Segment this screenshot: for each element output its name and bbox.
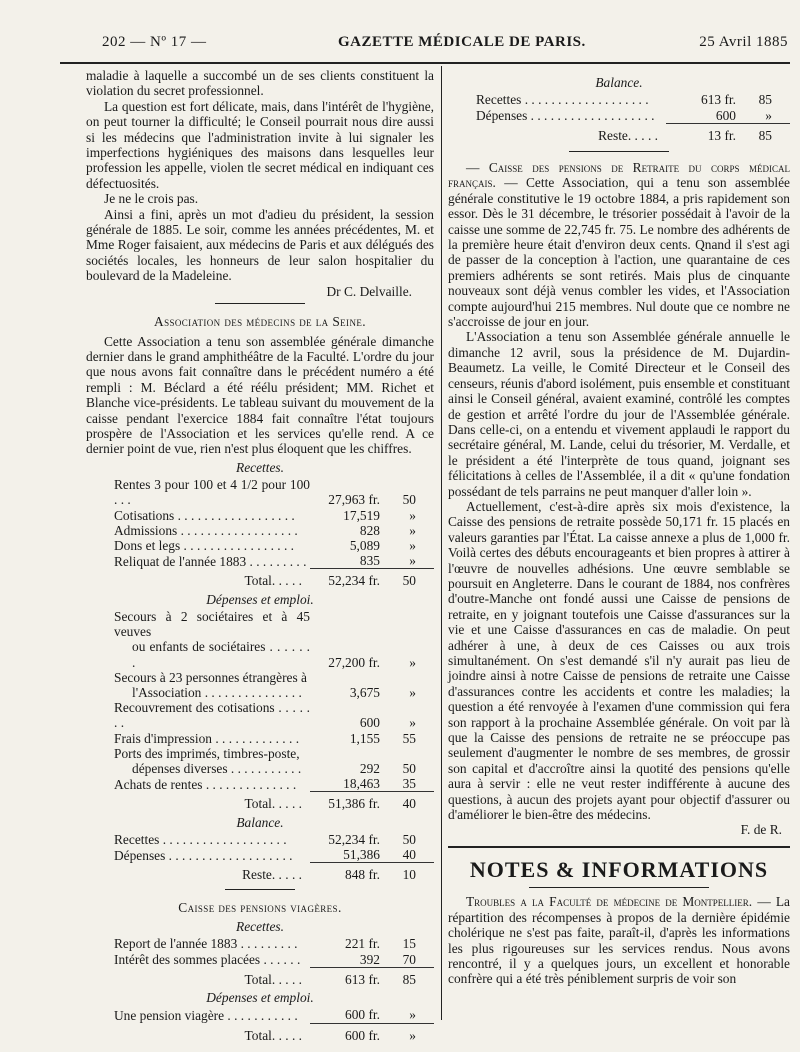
table-caption: Recettes. <box>236 919 284 935</box>
section-rule <box>448 846 790 848</box>
table-row <box>86 731 434 746</box>
amount-centimes: 35 <box>402 776 416 792</box>
amount-centimes: 85 <box>738 123 790 143</box>
table-caption: Balance. <box>236 814 284 830</box>
amount-francs: 392 <box>359 951 380 967</box>
amount-centimes: 85 <box>382 967 434 987</box>
paragraph <box>448 160 790 329</box>
table-row <box>86 700 434 730</box>
row-label: l'Association . . . . . . . . . . . . . . . <box>132 685 302 700</box>
amount-francs: 600 fr. <box>310 1023 382 1043</box>
paragraph <box>448 894 790 986</box>
table-row <box>86 1007 434 1023</box>
table-caption: Dépenses et emploi. <box>206 990 314 1006</box>
amount-francs: 51,386 fr. <box>310 792 382 812</box>
section-rule <box>529 887 709 888</box>
amount-francs: 52,234 fr. <box>328 832 380 848</box>
amount-francs <box>310 609 382 639</box>
amount-francs: 828 <box>359 522 380 538</box>
row-label: Frais d'impression . . . . . . . . . . . . . <box>114 730 300 746</box>
amount-francs: 13 fr. <box>666 123 738 143</box>
amount-centimes: 40 <box>402 847 416 863</box>
recettes-table <box>86 477 434 588</box>
row-label: Achats de rentes . . . . . . . . . . . . . . <box>114 776 297 792</box>
table-row <box>86 670 434 685</box>
balance-viageres-table <box>448 92 790 143</box>
section-rule <box>225 889 295 890</box>
amount-francs: 52,234 fr. <box>310 569 382 589</box>
total-row <box>86 569 434 589</box>
row-label: Secours à 23 personnes étrangères à <box>114 669 307 685</box>
issue-date: 25 Avril 1885 <box>699 34 788 50</box>
paragraph: Ainsi a fini, après un mot d'adieu du président, la session générale de 1885. Le soir, comme les années précédentes, M. et Mme Roger faisaient, aux médecins de Paris et aux délégués des sociétés locales, les honneurs de leur salon hospitalier du boulevard de la Madeleine. <box>86 206 434 284</box>
row-label: Reste. . . . . <box>598 127 658 143</box>
amount-centimes: 15 <box>402 936 416 952</box>
amount-centimes: » <box>765 107 772 123</box>
row-label: dépenses diverses . . . . . . . . . . . <box>132 761 302 777</box>
balance-table <box>86 832 434 883</box>
amount-centimes: » <box>409 522 416 538</box>
amount-francs: 27,200 fr. <box>328 654 380 670</box>
amount-francs: 835 <box>359 553 380 569</box>
row-label: Total. . . . . <box>244 1027 302 1043</box>
row-label: Report de l'année 1883 . . . . . . . . . <box>114 936 298 952</box>
paragraph: Cette Association a tenu son assemblée générale dimanche dernier dans le grand amphithéâtre de la Faculté. L'ordre du jour que nous avons fait connaître dans le précédent numéro a été rempli : M. Béclard a été réélu président; MM. Richet et Blanche vice-présidents. Le tableau suivant du mouvement de la caisse pendant l'exercice 1884 fait connaître l'état toujours prospère de l'Association et les services qu'elle rend. A ce dernier point de vue, rien n'est plus éloquent que les chiffres. <box>86 333 434 457</box>
amount-francs <box>310 670 382 685</box>
row-label: Recouvrement des cotisations . . . . . . . <box>114 700 310 731</box>
amount-centimes: 55 <box>402 730 416 746</box>
amount-centimes: » <box>409 715 416 731</box>
table-row <box>448 92 790 107</box>
table-caption: Recettes. <box>236 459 284 475</box>
amount-centimes <box>382 746 434 761</box>
amount-francs: 51,386 <box>343 847 380 863</box>
amount-centimes: 40 <box>382 792 434 812</box>
amount-francs: 600 fr. <box>345 1007 380 1023</box>
total-row <box>86 863 434 883</box>
depenses-table <box>86 609 434 812</box>
row-label: Secours à 2 sociétaires et à 45 veuves <box>114 608 310 640</box>
amount-centimes: » <box>409 507 416 523</box>
journal-title: GAZETTE MÉDICALE DE PARIS. <box>338 34 586 50</box>
row-label: Reste. . . . . <box>242 867 302 883</box>
row-label: Admissions . . . . . . . . . . . . . . . . . . <box>114 522 298 538</box>
row-label: Total. . . . . <box>244 971 302 987</box>
paragraph: La question est fort délicate, mais, dans l'intérêt de l'hygiène, on peut tourner la difficulté; le Conseil pourrait nous dire aussi si les médecins que l'administration invite à lui signaler les imperfections hygiéniques des maisons dans lesquelles leur profession les appelle, violen tle secret médical en indiquant ces défectuosités. <box>86 98 434 191</box>
amount-centimes: » <box>409 553 416 569</box>
amount-centimes: » <box>409 1007 416 1023</box>
amount-francs: 5,089 <box>349 537 380 553</box>
table-caption: Dépenses et emploi. <box>206 591 314 607</box>
column-divider <box>441 66 442 1020</box>
amount-francs: 848 fr. <box>310 863 382 883</box>
amount-francs: 613 fr. <box>310 967 382 987</box>
amount-francs: 292 <box>359 761 380 777</box>
amount-centimes: » <box>409 685 416 700</box>
row-label: Recettes . . . . . . . . . . . . . . . . . . . <box>476 92 649 108</box>
table-row <box>86 746 434 761</box>
table-row <box>86 639 434 669</box>
amount-centimes: » <box>382 1023 434 1043</box>
row-label: Total. . . . . <box>244 796 302 812</box>
amount-centimes <box>382 609 434 639</box>
amount-centimes: 50 <box>402 761 416 777</box>
amount-francs <box>310 746 382 761</box>
page-header <box>48 34 788 56</box>
amount-centimes: 50 <box>402 492 416 508</box>
table-row <box>86 508 434 523</box>
amount-francs: 17,519 <box>343 507 380 523</box>
amount-francs: 27,963 fr. <box>328 492 380 508</box>
row-label: Intérêt des sommes placées . . . . . . <box>114 952 301 968</box>
notes-title: NOTES & INFORMATIONS <box>469 856 769 882</box>
table-row <box>448 108 790 124</box>
amount-francs: 613 fr. <box>701 92 736 108</box>
table-row <box>86 952 434 968</box>
depenses-viageres-table <box>86 1007 434 1042</box>
signature: F. de R. <box>740 822 782 838</box>
table-row <box>86 936 434 951</box>
row-label: Dépenses . . . . . . . . . . . . . . . . . . . <box>114 847 293 863</box>
table-row <box>86 832 434 847</box>
total-row <box>86 1023 434 1043</box>
row-label: Dépenses . . . . . . . . . . . . . . . . . . . <box>476 108 655 124</box>
signature: Dr C. Delvaille. <box>326 283 412 299</box>
row-label: Cotisations . . . . . . . . . . . . . . . . . . <box>114 507 295 523</box>
table-row <box>86 553 434 569</box>
amount-centimes: 70 <box>402 951 416 967</box>
amount-centimes: 10 <box>382 863 434 883</box>
row-label: Recettes . . . . . . . . . . . . . . . . . . . <box>114 832 287 848</box>
row-label: Rentes 3 pour 100 et 4 1/2 pour 100 . . . <box>114 477 310 508</box>
row-label: Dons et legs . . . . . . . . . . . . . . . . . <box>114 537 295 553</box>
amount-centimes: 50 <box>402 832 416 848</box>
section-title: Caisse des pensions viagères. <box>178 899 342 915</box>
amount-francs: 3,675 <box>349 685 380 700</box>
total-row <box>86 967 434 987</box>
table-caption: Balance. <box>595 75 643 90</box>
amount-francs: 600 <box>715 107 736 123</box>
article-text: — Cette Association, qui a tenu son assemblée générale constitutive le 19 octobre 1884, a pris rapidement son essor. Dès le 31 décembre, le trésorier possédait à l'avoir de la caisse une somme de 22,745 fr. 75. Le nombre des adhérents de la première heure était d'environ deux cents. Qnand il s'est agi de passer de la conception à l'action, une quarantaine de ces premiers adhérents se sont retirés. Mais plus de cinquante nouveaux sont déjà venus combler les vides, et l'Association compte aujourd'hui 215 membres. Nul doute que ce nombre ne s'accroisse de jour en jour. <box>448 175 791 330</box>
total-row <box>86 792 434 812</box>
header-rule <box>60 62 790 64</box>
table-row <box>86 776 434 792</box>
section-rule <box>569 151 669 152</box>
amount-francs: 221 fr. <box>345 936 380 952</box>
row-label: ou enfants de sociétaires . . . . . . . <box>132 639 310 670</box>
page-number: 202 — Nº 17 — <box>102 34 207 50</box>
table-row <box>86 538 434 553</box>
amount-francs: 1,155 <box>349 730 380 746</box>
section-title: Association des médecins de la Seine. <box>154 314 366 330</box>
total-row <box>448 123 790 143</box>
amount-centimes: » <box>409 537 416 553</box>
amount-centimes <box>382 670 434 685</box>
left-column <box>86 68 434 1043</box>
amount-centimes: » <box>409 654 416 670</box>
article-heading: — Caisse des pensions de Retraite du corps médical français. <box>448 160 790 191</box>
table-row <box>86 477 434 507</box>
row-label: Ports des imprimés, timbres-poste, <box>114 745 300 761</box>
recettes-viageres-table <box>86 936 434 987</box>
amount-centimes: 50 <box>382 569 434 589</box>
paragraph: L'Association a tenu son Assemblée générale annuelle le dimanche 12 avril, sous la présidence de M. Dujardin-Beaumetz. La veille, le Comité Directeur et le Conseil des censeurs, réunis d'abord isolément, puis ensemble et constituant ainsi le Conseil général, avaient examiné, contrôlé les comptes de gestion et arrêté l'ordre du jour de l'Assemblée générale. Dans celle-ci, on a entendu et vivement applaudi le rapport du secrétaire général, M. Lande, celui du trésorier, M. Verdalle, et le président a été l'interprète de tous quand, joignant ses félicitations à celles de l'Assemblée, il a dit « qu'une fondation possédant de tels parrains ne peut manquer d'aller loin ». <box>448 329 790 499</box>
row-label: Une pension viagère . . . . . . . . . . . <box>114 1007 298 1023</box>
section-rule <box>215 303 305 304</box>
paragraph: Je ne le crois pas. <box>104 191 199 207</box>
table-row <box>86 761 434 776</box>
article-heading: Troubles a la Faculté de médecine de Montpellier. <box>466 894 753 910</box>
table-row <box>86 685 434 700</box>
article-text: — La répartition des récompenses à propos de la dernière épidémie cholérique ne s'est pas faite, paraît-il, d'après les informations les plus rigoureuses sur les services rendus. Nous avons rencontré, il y a quelques jours, un excellent et honorable confrère qui a été très péniblement surpris de voir son <box>448 894 790 987</box>
paragraph: maladie à laquelle a succombé un de ses clients constituent la violation du secret professionnel. <box>86 68 434 99</box>
amount-francs: 600 <box>359 715 380 731</box>
table-row <box>86 847 434 863</box>
paragraph: Actuellement, c'est-à-dire après six mois d'existence, la Caisse des pensions de retraite possède 50,171 fr. 15 placés en valeurs garanties par l'État. La caisse annexe a plus de 1,000 fr. Voilà certes des débuts encourageants et bien propres à attirer à l'œuvre de nouvelles adhésions. Une œuvre semblable se poursuit en Angleterre. Dans le courant de 1884, nos confrères d'outre-Manche ont fondé aussi une Caisse de pensions de retraite, en y joignant toutefois une Caisse d'assurances sur la vie et une Caisse d'assurances en cas de maladie. On peut adhérer à une, à deux de ces Caisses ou aux trois simultanément. On s'est demandé s'il n'y aurait pas lieu de joindre ainsi à notre Caisse de pensions de retraite une Caisse d'assurances contre les accidents et contre les maladies; la question a été renvoyée à l'examen d'une commission qui fera son rapport à la prochaine Assemblée générale. On voit par là que la Caisse des pensions de retraite ne se préoccupe pas seulement d'augmenter le nombre de ses membres, de grossir son capital et d'accroître ainsi la quotité des pensions qu'elle aura à servir : elle ne veut rester indifférente à aucune des questions, à aucun des projets ayant pour objectif d'assurer ou d'améliorer le bien-être des médecins. <box>448 498 790 823</box>
row-label: Total. . . . . <box>244 573 302 589</box>
row-label: Reliquat de l'année 1883 . . . . . . . . . <box>114 553 307 569</box>
table-row <box>86 523 434 538</box>
right-column <box>448 72 790 987</box>
amount-francs: 18,463 <box>343 776 380 792</box>
table-row <box>86 609 434 639</box>
amount-centimes: 85 <box>758 92 772 108</box>
